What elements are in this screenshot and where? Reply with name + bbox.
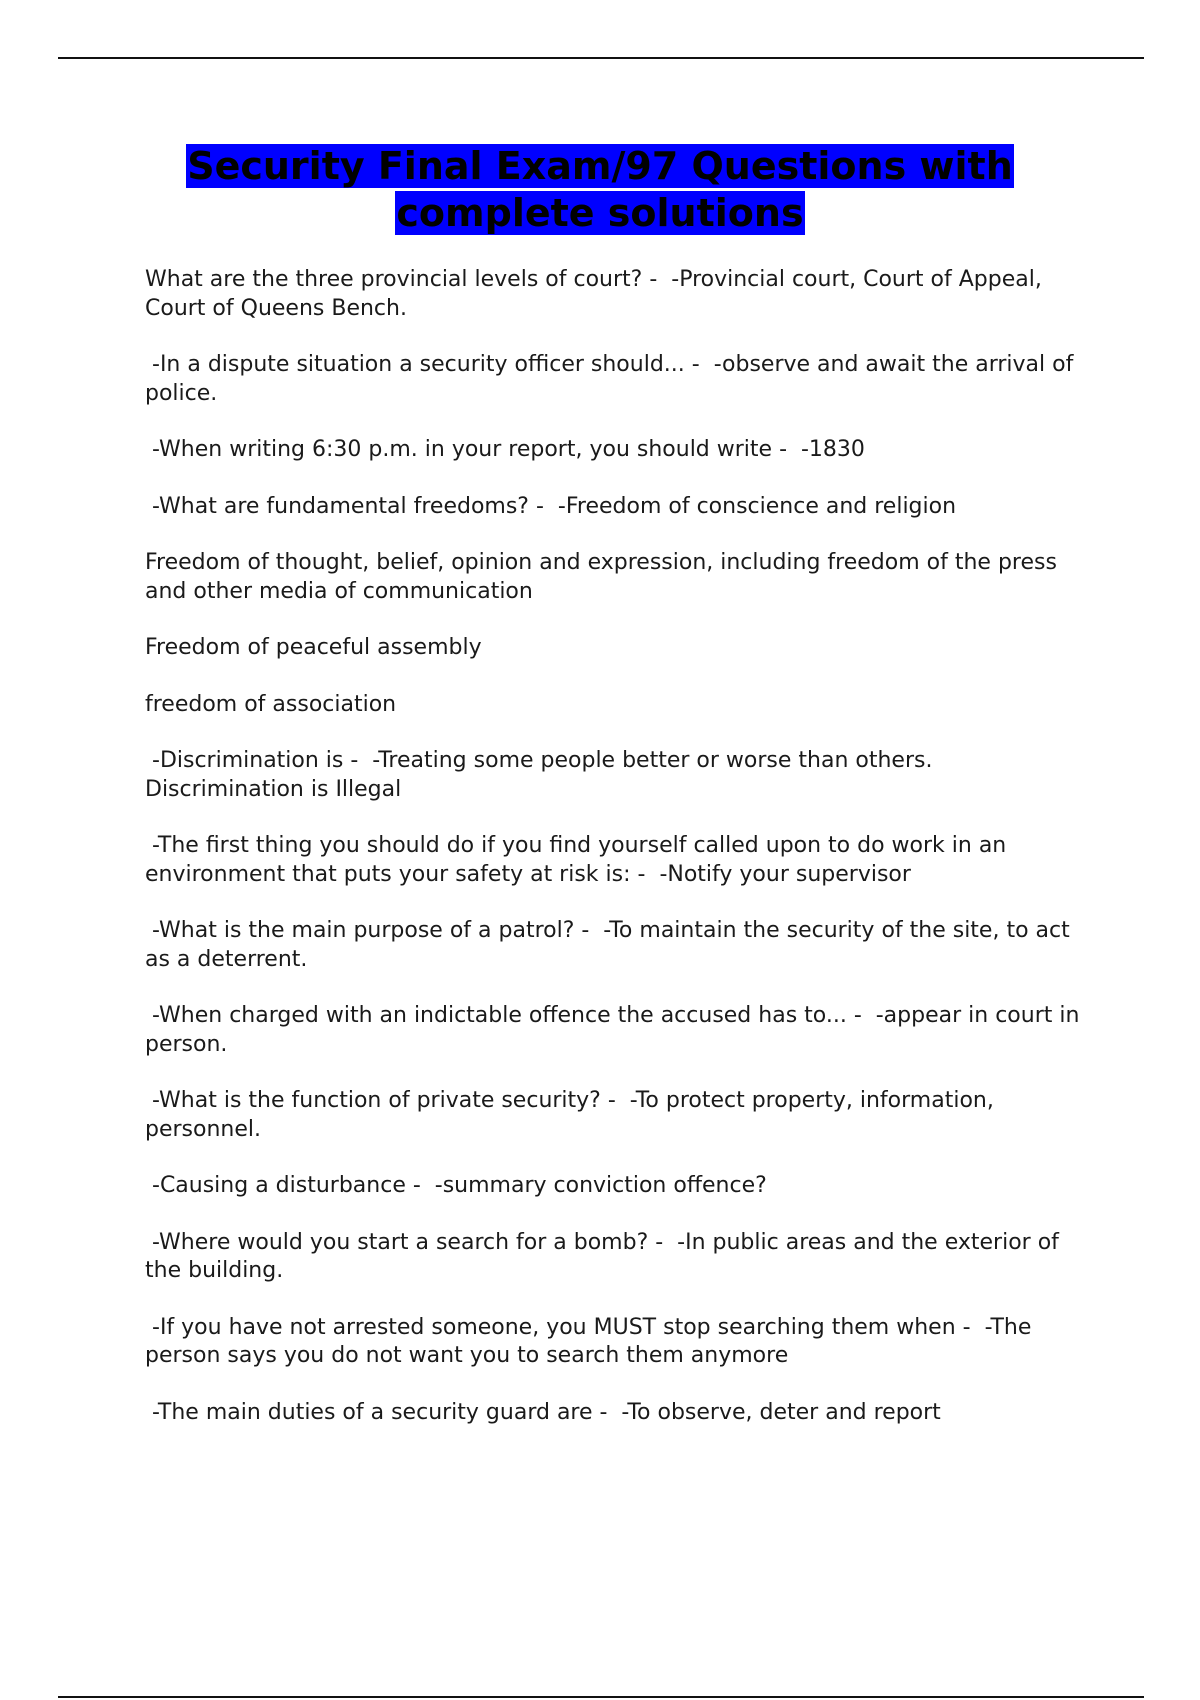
- qa-paragraph: -Where would you start a search for a bomb? - -In public areas and the exterior of the building.: [145, 1229, 1066, 1283]
- qa-paragraph: -In a dispute situation a security officer should... - -observe and await the arrival of police.: [145, 352, 1081, 406]
- qa-paragraph: Freedom of peaceful assembly: [145, 635, 482, 660]
- footer-rule: [58, 1696, 1144, 1698]
- qa-paragraph: -Causing a disturbance - -summary conviction offence?: [145, 1173, 767, 1198]
- qa-paragraph: -When writing 6:30 p.m. in your report, you should write - -1830: [145, 437, 865, 462]
- qa-paragraph: Freedom of thought, belief, opinion and expression, including freedom of the press and other media of communication: [145, 550, 1064, 604]
- qa-paragraph: -The main duties of a security guard are - -To observe, deter and report: [145, 1399, 941, 1425]
- qa-paragraph: -What is the main purpose of a patrol? - -To maintain the security of the site, to act as a deterrent.: [145, 918, 1077, 972]
- qa-paragraph: What are the three provincial levels of court? - -Provincial court, Court of Appeal, Court of Queens Bench.: [145, 267, 1049, 321]
- title-line-2: complete solutions: [396, 191, 804, 235]
- qa-paragraph: -What is the function of private security? - -To protect property, information, personnel.: [145, 1088, 1001, 1142]
- header-rule: [58, 57, 1144, 59]
- qa-paragraph: -If you have not arrested someone, you MUST stop searching them when - -The person says you do not want you to search them anymore: [145, 1314, 1039, 1368]
- qa-paragraph: freedom of association: [145, 691, 397, 717]
- qa-paragraph: -The first thing you should do if you find yourself called upon to do work in an environment that puts your safety at risk is: - -Notify your supervisor: [145, 833, 1014, 887]
- document-title: [100, 143, 1100, 237]
- title-line-1: Security Final Exam/97 Questions with: [187, 144, 1013, 188]
- qa-paragraph: -Discrimination is - -Treating some people better or worse than others. Discrimination is Illegal: [145, 748, 940, 802]
- qa-paragraph: -What are fundamental freedoms? - -Freedom of conscience and religion: [145, 493, 957, 519]
- document-body: [145, 266, 1095, 1455]
- qa-paragraph: -When charged with an indictable offence the accused has to... - -appear in court in person.: [145, 1003, 1087, 1057]
